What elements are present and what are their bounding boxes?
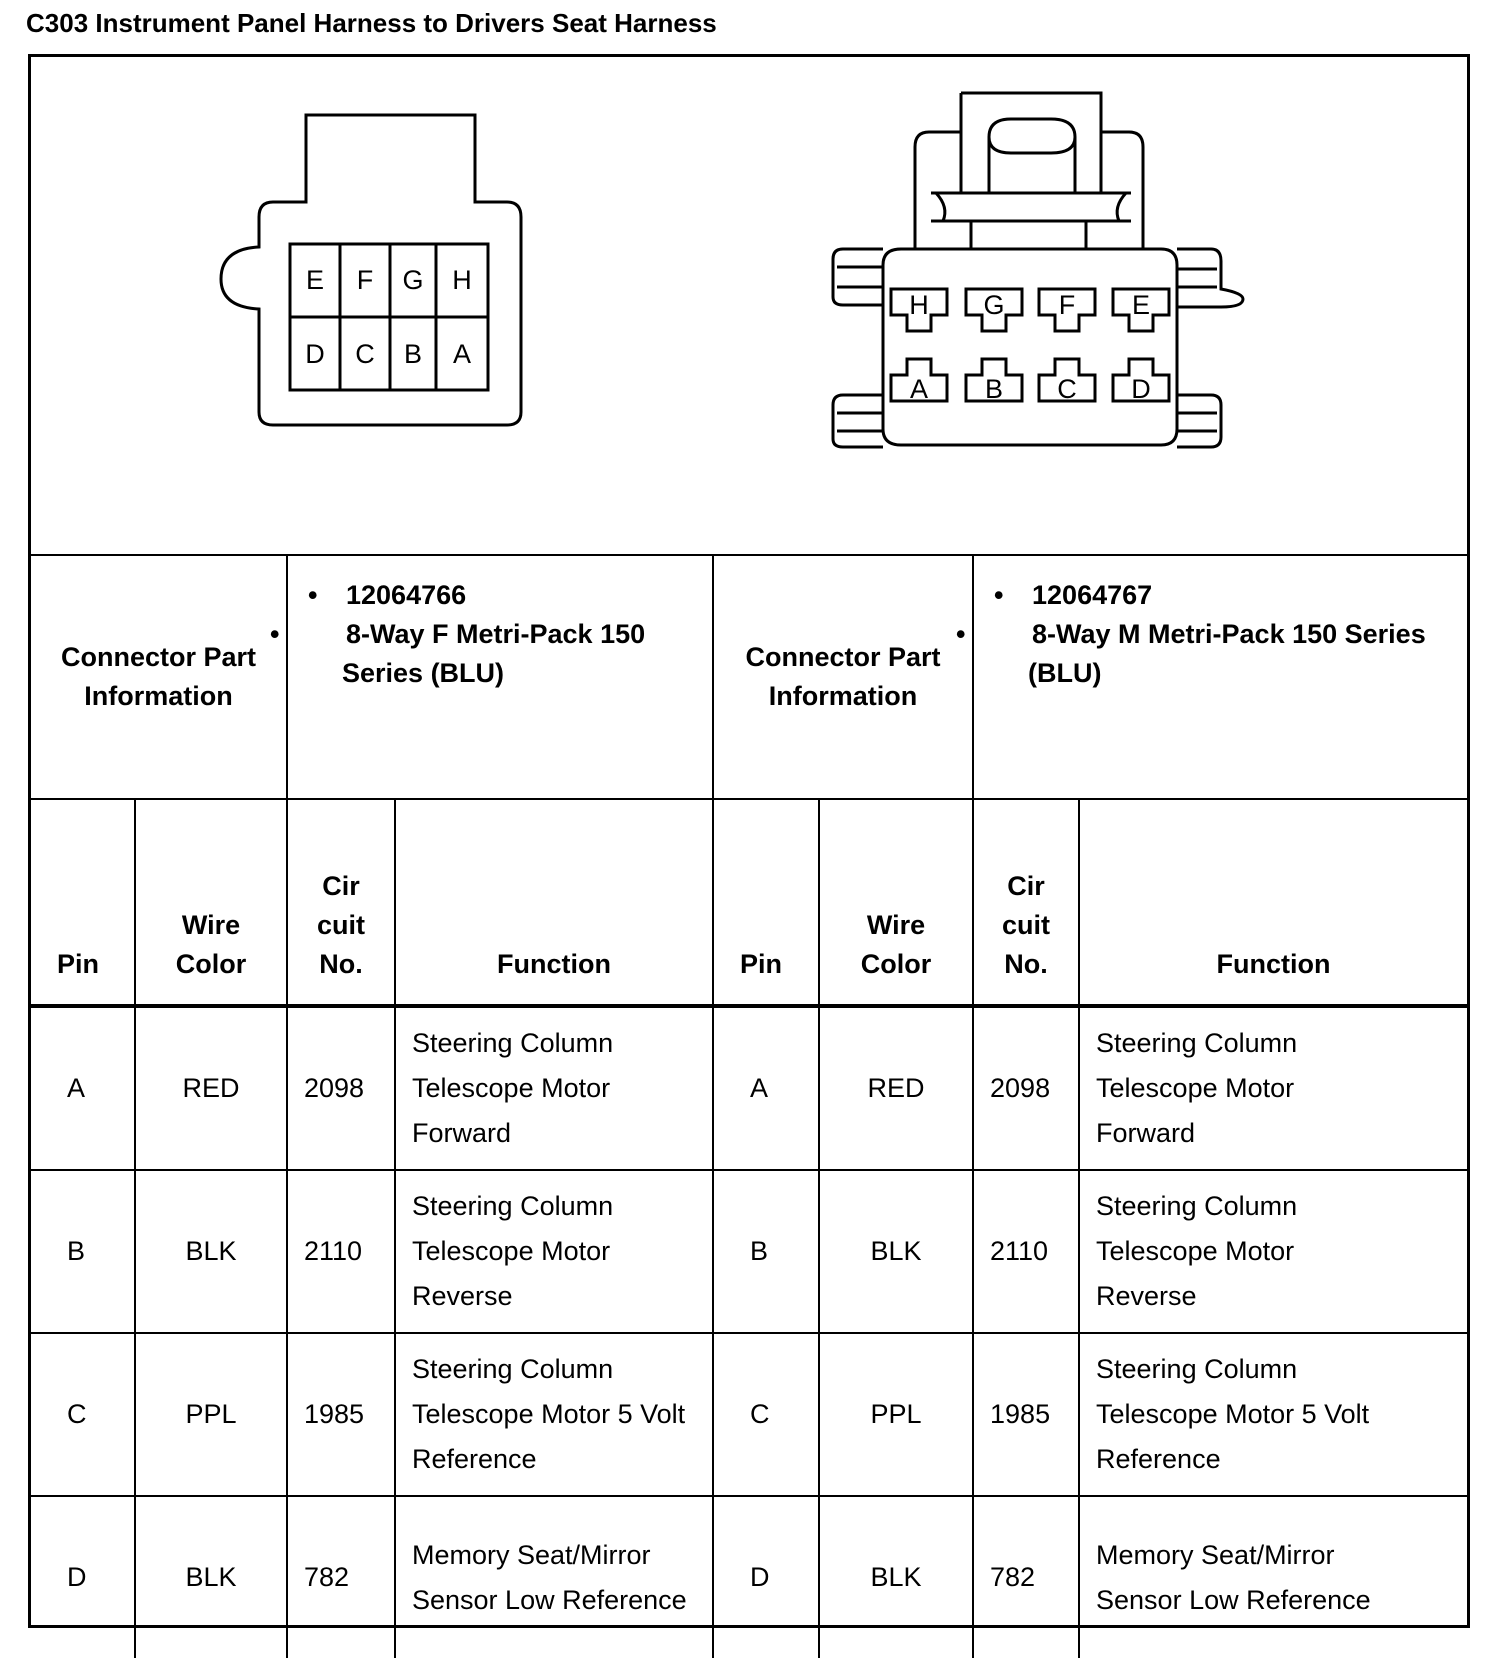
table-row xyxy=(31,1333,1467,1496)
female-pin-label: H xyxy=(452,265,472,295)
function-cell-right: Steering Column Telescope Motor 5 Volt Reference xyxy=(1079,1333,1467,1496)
male-pin-label: F xyxy=(1058,290,1076,320)
connector-diagram-svg xyxy=(31,57,1467,555)
header-pin: Pin xyxy=(31,799,135,1006)
connector-table xyxy=(28,54,1470,1628)
male-pin-cavities xyxy=(891,289,1169,401)
wire-color-cell: PPL xyxy=(135,1333,287,1496)
function-cell: Memory Seat/Mirror Sensor Low Reference xyxy=(395,1496,713,1658)
function-cell-right: Steering Column Telescope Motor Reverse xyxy=(1079,1170,1467,1333)
page-title: C303 Instrument Panel Harness to Drivers Seat Harness xyxy=(26,8,717,38)
wire-color-cell-right: PPL xyxy=(819,1333,973,1496)
table-row xyxy=(31,1170,1467,1333)
right-part-info: • 12064767 • 8-Way M Metri-Pack 150 Series (BLU) xyxy=(973,555,1467,799)
male-pin-label: E xyxy=(1131,290,1151,320)
pinout-table xyxy=(31,554,1467,1658)
pin-cell: B xyxy=(31,1170,135,1333)
male-pin-label: A xyxy=(909,374,929,404)
function-cell-right: Memory Seat/Mirror Sensor Low Reference xyxy=(1079,1496,1467,1658)
pin-cell-right: D xyxy=(713,1496,819,1658)
wire-color-cell: RED xyxy=(135,1006,287,1170)
circuit-cell: 782 xyxy=(287,1496,395,1658)
function-cell: Steering Column Telescope Motor Forward xyxy=(395,1006,713,1170)
male-pin-label: C xyxy=(1057,374,1077,404)
table-row xyxy=(31,1496,1467,1658)
left-part-number: 12064766 xyxy=(346,580,467,610)
female-pin-label: G xyxy=(402,265,424,295)
connector-diagrams xyxy=(31,57,1467,555)
circuit-cell: 1985 xyxy=(287,1333,395,1496)
header-circuit-right: Cir cuit No. xyxy=(973,799,1079,1006)
female-pin-label: E xyxy=(305,265,325,295)
female-connector-drawing xyxy=(221,115,521,425)
wire-color-cell-right: BLK xyxy=(819,1496,973,1658)
male-connector-drawing xyxy=(833,93,1243,447)
column-header-row xyxy=(31,799,1467,1006)
circuit-cell-right: 2098 xyxy=(973,1006,1079,1170)
pin-cell: A xyxy=(31,1006,135,1170)
male-pin-label: H xyxy=(909,290,929,320)
header-function: Function xyxy=(395,799,713,1006)
circuit-cell-right: 782 xyxy=(973,1496,1079,1658)
male-pin-label: D xyxy=(1131,374,1151,404)
wire-color-cell: BLK xyxy=(135,1496,287,1658)
pin-cell-right: A xyxy=(713,1006,819,1170)
female-pin-label: C xyxy=(355,339,375,369)
left-part-info: • 12064766 • 8-Way F Metri-Pack 150 Series (BLU) xyxy=(287,555,713,799)
header-circuit: Cir cuit No. xyxy=(287,799,395,1006)
function-cell: Steering Column Telescope Motor 5 Volt Reference xyxy=(395,1333,713,1496)
header-pin-right: Pin xyxy=(713,799,819,1006)
right-description: 8-Way M Metri-Pack 150 Series (BLU) xyxy=(1028,619,1426,688)
wire-color-cell: BLK xyxy=(135,1170,287,1333)
circuit-cell-right: 1985 xyxy=(973,1333,1079,1496)
female-pin-label: B xyxy=(403,339,423,369)
function-cell-right: Steering Column Telescope Motor Forward xyxy=(1079,1006,1467,1170)
left-description: 8-Way F Metri-Pack 150 Series (BLU) xyxy=(342,619,646,688)
pin-cell-right: C xyxy=(713,1333,819,1496)
pin-cell: D xyxy=(31,1496,135,1658)
circuit-cell-right: 2110 xyxy=(973,1170,1079,1333)
female-pin-label: A xyxy=(452,339,472,369)
function-cell: Steering Column Telescope Motor Reverse xyxy=(395,1170,713,1333)
header-wire-color-right: Wire Color xyxy=(819,799,973,1006)
header-function-right: Function xyxy=(1079,799,1467,1006)
header-wire-color: Wire Color xyxy=(135,799,287,1006)
pin-cell-right: B xyxy=(713,1170,819,1333)
connector-info-row xyxy=(31,555,1467,799)
table-row xyxy=(31,1006,1467,1170)
pin-cell: C xyxy=(31,1333,135,1496)
wire-color-cell-right: RED xyxy=(819,1006,973,1170)
circuit-cell: 2098 xyxy=(287,1006,395,1170)
right-info-label: Connector Part Information xyxy=(713,555,973,799)
male-pin-label: B xyxy=(984,374,1004,404)
female-bottom-pins xyxy=(305,339,471,369)
wire-color-cell-right: BLK xyxy=(819,1170,973,1333)
circuit-cell: 2110 xyxy=(287,1170,395,1333)
female-pin-label: D xyxy=(305,339,325,369)
male-pin-label: G xyxy=(983,290,1005,320)
female-pin-label: F xyxy=(356,265,374,295)
right-part-number: 12064767 xyxy=(1032,580,1153,610)
left-info-label: Connector Part Information xyxy=(31,555,287,799)
